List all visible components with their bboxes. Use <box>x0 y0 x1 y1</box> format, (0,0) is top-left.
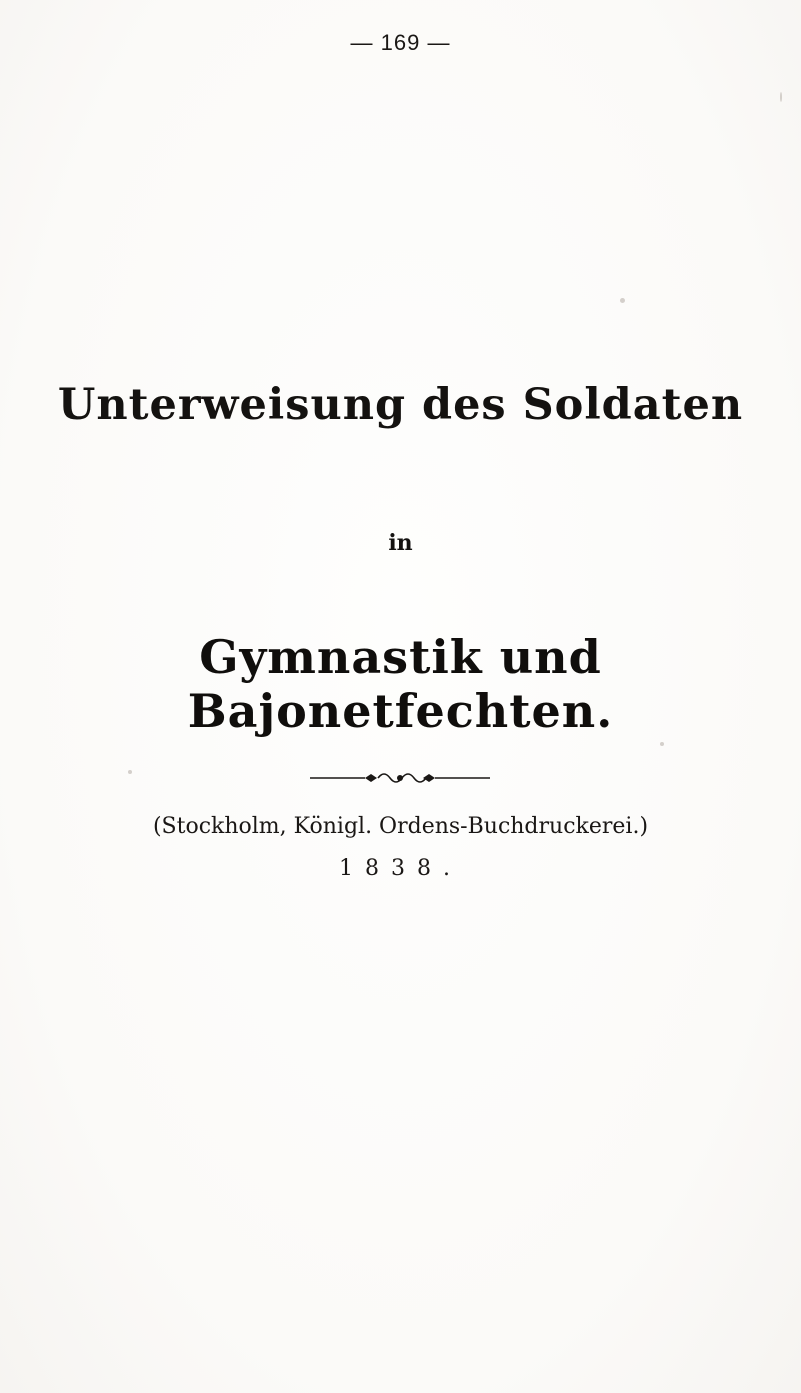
paper-speck <box>660 742 664 746</box>
paper-speck <box>780 92 782 102</box>
imprint-line: (Stockholm, Königl. Ordens-Buchdruckerei.) <box>152 814 649 839</box>
title-subject: Gymnastik und Bajonetfechten. <box>187 630 614 738</box>
title-connector: in <box>388 530 413 556</box>
page-number: — 169 — <box>350 30 451 55</box>
paper-speck <box>620 298 625 303</box>
paper-speck <box>128 770 132 774</box>
imprint-year: 1838. <box>339 856 462 881</box>
title-main: Unterweisung des Soldaten <box>57 380 744 430</box>
decorative-ornament-icon <box>310 768 490 788</box>
